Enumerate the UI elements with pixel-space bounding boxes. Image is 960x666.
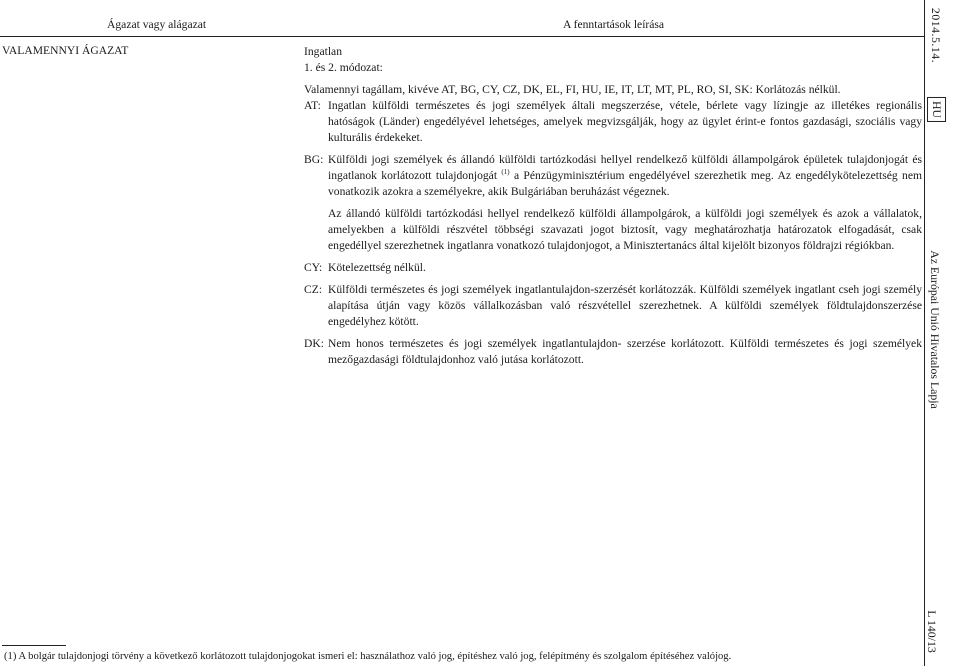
entry-bg xyxy=(304,152,922,254)
sector-label: VALAMENNYI ÁGAZAT xyxy=(2,44,129,57)
entry-text: Ingatlan külföldi természetes és jogi személyek általi megszerzése, vétele, bérlete vagy lízingje az illetékes regionális hatóságok (Länder) engedélyével lehetséges, amelyek megvizsgálják, hogy az ügylet érint-e fontos gazdasági, szociális vagy kulturális érdekeket. xyxy=(328,99,922,144)
margin-rule xyxy=(924,0,925,666)
entry-text xyxy=(328,152,922,200)
country-code: BG: xyxy=(304,153,324,166)
country-code: DK: xyxy=(304,337,324,350)
country-code: CZ: xyxy=(304,283,323,296)
language-badge: HU xyxy=(927,97,946,122)
country-code: AT: xyxy=(304,99,321,112)
footnote-mark: (1) xyxy=(4,651,17,662)
reservations-description xyxy=(304,44,922,368)
footnote-reference[interactable]: (1) xyxy=(501,168,510,177)
page-margin xyxy=(924,0,960,666)
column-header-sector: Ágazat vagy alágazat xyxy=(107,18,207,31)
country-code: CY: xyxy=(304,261,323,274)
mode-label: 1. és 2. módozat: xyxy=(304,61,383,74)
topic-title: Ingatlan xyxy=(304,45,342,58)
entry-text: Külföldi természetes és jogi személyek ingatlantulajdon-szerzését korlátozzák. Külföldi személyek ingatlant cseh jogi személy alapítása útján vagy közös vállalkozásban való részvétellel szerezhetnek. A külföldi személyek földtulajdonszerzése engedélyhez kötött. xyxy=(328,283,922,328)
page-reference: L 140/13 xyxy=(924,610,939,653)
footnote xyxy=(4,651,731,662)
entry-text-part: a Pénzügyminisztérium engedélyével szerezhetik meg. Az engedélykötelezettség nem vonatkozik azokra a személyekre, akik Bulgáriában beruházást végeznek. xyxy=(328,169,922,198)
header-rule xyxy=(0,36,924,37)
entry-text: Nem honos természetes és jogi személyek ingatlantulajdon- szerzése korlátozott. Külföldi természetes és jogi személyek mezőgazdasági földtulajdonhoz való jutása korlátozott. xyxy=(328,337,922,366)
entry-text-part: Külföldi jogi személyek és állandó külföldi tartózkodási hellyel rendelkező külföldi állampolgárok épületek tulajdonjogát és ingatlanok korlátozott tulajdonjogát xyxy=(328,153,922,182)
all-states-line: Valamennyi tagállam, kivéve AT, BG, CY, CZ, DK, EL, FI, HU, IE, IT, LT, MT, PL, RO, SI, SK: Korlátozás nélkül. xyxy=(304,83,841,96)
journal-title: Az Európai Unió Hivatalos Lapja xyxy=(927,250,942,409)
publication-date: 2014.5.14. xyxy=(929,7,944,64)
entry-dk xyxy=(304,336,922,368)
footnote-rule xyxy=(2,645,66,646)
entry-cz xyxy=(304,282,922,330)
column-header-description: A fenntartások leírása xyxy=(563,18,665,31)
entry-cy xyxy=(304,260,922,276)
footnote-text: A bolgár tulajdonjogi törvény a következő korlátozott tulajdonjogokat ismeri el: használathoz való jog, építéshez való jog, felépítmény és szolgalom építéséhez valójog. xyxy=(18,651,732,662)
entry-text: Az állandó külföldi tartózkodási hellyel rendelkező külföldi állampolgárok, a külföldi jogi személyek és azok a vállalatok, amelyekben a külföldi részvétel többségi szavazati jogot biztosít, vagy meghatározhatja határozatok elfogadását, csak engedéllyel szerezhetnek ingatlanra vonatkozó tulajdonjogot, a Minisztertanács által kijelölt bizonyos földrajzi régiókban. xyxy=(328,207,922,252)
entry-text: Kötelezettség nélkül. xyxy=(328,261,426,274)
entry-at xyxy=(304,98,922,146)
